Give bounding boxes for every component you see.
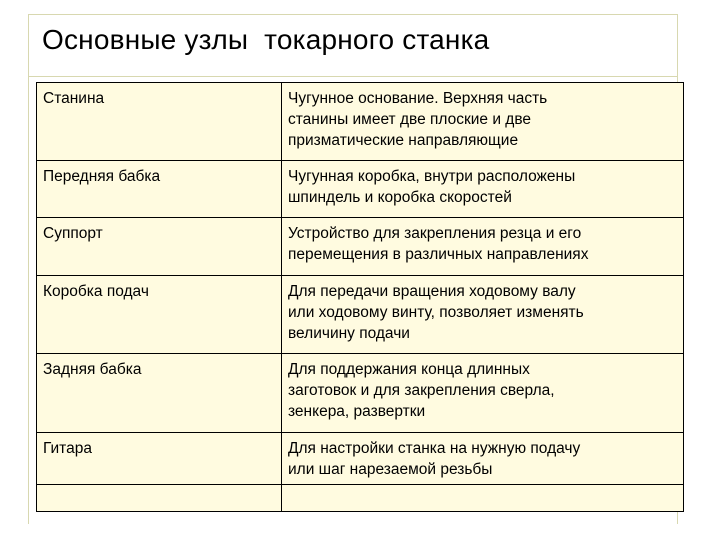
- part-name-cell: Передняя бабка: [37, 161, 282, 218]
- lathe-parts-table: [36, 82, 684, 512]
- part-description-cell: Для передачи вращения ходовому валу или ходовому винту, позволяет изменять величину подачи: [282, 276, 684, 354]
- part-description-cell: Для поддержания конца длинных заготовок и для закрепления сверла, зенкера, развертки: [282, 354, 684, 433]
- table-row: [37, 354, 684, 433]
- title-divider: [28, 76, 678, 77]
- part-description-cell: Чугунная коробка, внутри расположены шпиндель и коробка скоростей: [282, 161, 684, 218]
- part-description-cell: [282, 485, 684, 512]
- table-row: [37, 83, 684, 161]
- part-name-cell: [37, 485, 282, 512]
- table-row: [37, 161, 684, 218]
- table-row-empty: [37, 485, 684, 512]
- part-description-cell: Устройство для закрепления резца и его перемещения в различных направлениях: [282, 218, 684, 276]
- part-name-cell: Станина: [37, 83, 282, 161]
- part-name-cell: Задняя бабка: [37, 354, 282, 433]
- table-row: [37, 218, 684, 276]
- part-name-cell: Гитара: [37, 433, 282, 485]
- part-description-cell: Для настройки станка на нужную подачу или шаг нарезаемой резьбы: [282, 433, 684, 485]
- table-row: [37, 276, 684, 354]
- part-name-cell: Суппорт: [37, 218, 282, 276]
- slide-title: Основные узлы токарного станка: [42, 24, 490, 55]
- table-row: [37, 433, 684, 485]
- part-name-cell: Коробка подач: [37, 276, 282, 354]
- part-description-cell: Чугунное основание. Верхняя часть станины имеет две плоские и две призматические направляющие: [282, 83, 684, 161]
